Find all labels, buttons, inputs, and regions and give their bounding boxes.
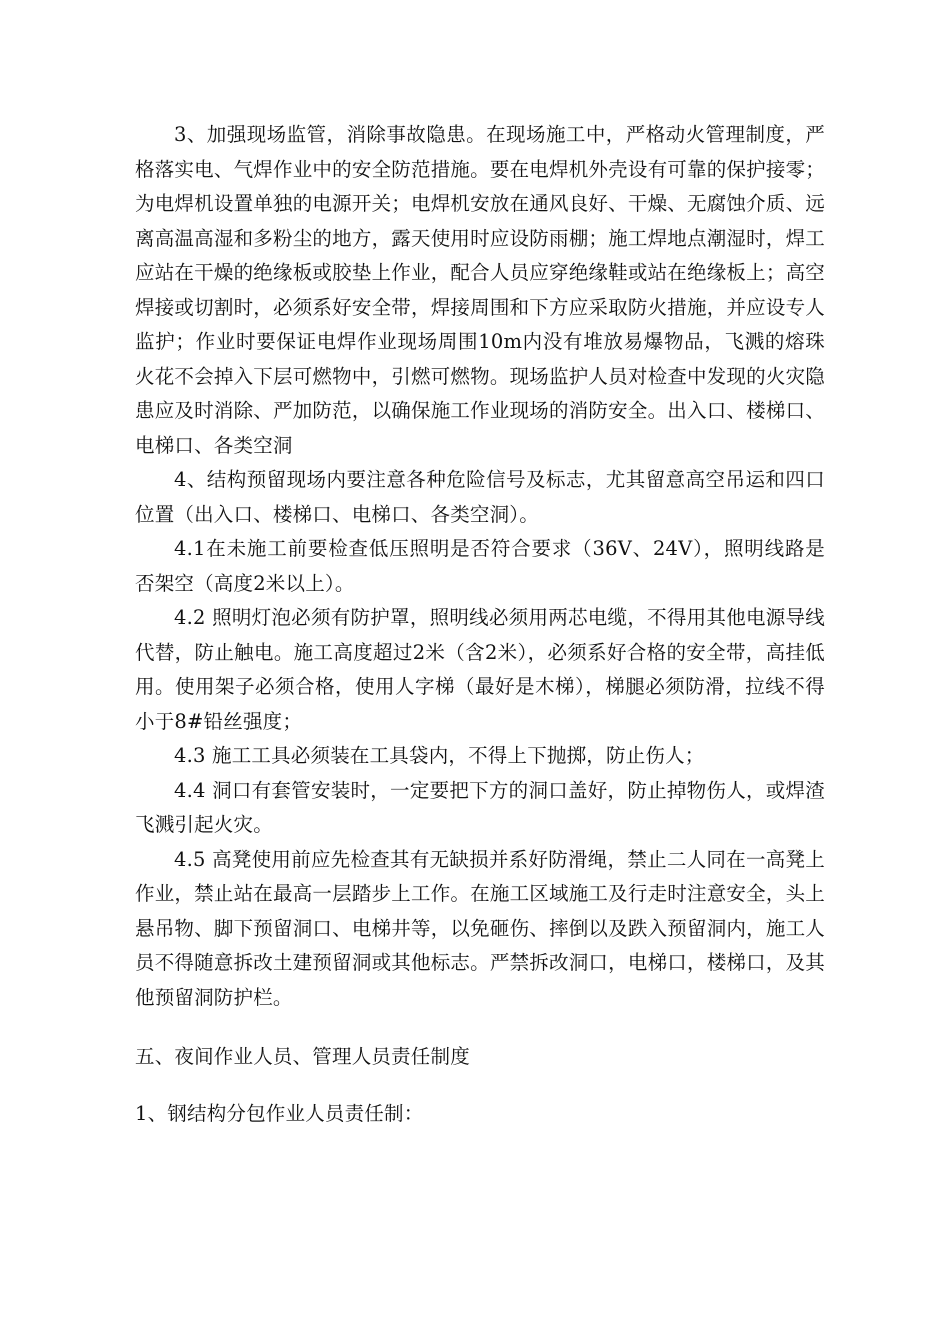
paragraph-4-5-stool-safety: 4.5 高凳使用前应先检查其有无缺损并系好防滑绳，禁止二人同在一高凳上作业，禁止站在最高一层踏步上工作。在施工区域施工及行走时注意安全，头上悬吊物、脚下预留洞口、电梯井等，以免砸伤、摔倒以及跌入预留洞内，施工人员不得随意拆改土建预留洞或其他标志。严禁拆改洞口，电梯口，楼梯口，及其他预留洞防护栏。 — [135, 847, 825, 1009]
paragraph-4-structure-reservation: 4、结构预留现场内要注意各种危险信号及标志，尤其留意高空吊运和四口位置（出入口、楼梯口、电梯口、各类空洞）。 — [135, 468, 825, 526]
document-body — [135, 118, 825, 1131]
spacer — [135, 1015, 825, 1040]
paragraph-4-2-lighting-protection: 4.2 照明灯泡必须有防护罩，照明线必须用两芯电缆，不得用其他电源导线代替，防止触电。施工高度超过2米（含2米），必须系好合格的安全带，高挂低用。使用架子必须合格，使用人字梯（最好是木梯），梯腿必须防滑，拉线不得小于8#铅丝强度； — [135, 606, 825, 733]
paragraph-3-fire-safety: 3、加强现场监管，消除事故隐患。在现场施工中，严格动火管理制度，严格落实电、气焊作业中的安全防范措施。要在电焊机外壳设有可靠的保护接零；为电焊机设置单独的电源开关；电焊机安放在通风良好、干燥、无腐蚀介质、远离高温高湿和多粉尘的地方，露天使用时应设防雨棚；施工焊地点潮湿时，焊工应站在干燥的绝缘板或胶垫上作业，配合人员应穿绝缘鞋或站在绝缘板上；高空焊接或切割时，必须系好安全带，焊接周围和下方应采取防火措施，并应设专人监护；作业时要保证电焊作业现场周围10m内没有堆放易爆物品，飞溅的熔珠火花不会掉入下层可燃物中，引燃可燃物。现场监护人员对检查中发现的火灾隐患应及时消除、严加防范，以确保施工作业现场的消防安全。出入口、楼梯口、电梯口、各类空洞 — [135, 123, 825, 457]
paragraph-4-4-opening-cover: 4.4 洞口有套管安装时，一定要把下方的洞口盖好，防止掉物伤人，或焊渣飞溅引起火灾。 — [135, 778, 825, 836]
section-heading: 五、夜间作业人员、管理人员责任制度 — [135, 1045, 470, 1068]
paragraph-4-1-lighting-check: 4.1在未施工前要检查低压照明是否符合要求（36V、24V），照明线路是否架空（高度2米以上）。 — [135, 537, 825, 595]
spacer — [135, 1075, 825, 1097]
subsection-heading: 1、钢结构分包作业人员责任制： — [135, 1101, 424, 1125]
paragraph-4-3-tool-bag: 4.3 施工工具必须装在工具袋内，不得上下抛掷，防止伤人； — [174, 744, 705, 767]
